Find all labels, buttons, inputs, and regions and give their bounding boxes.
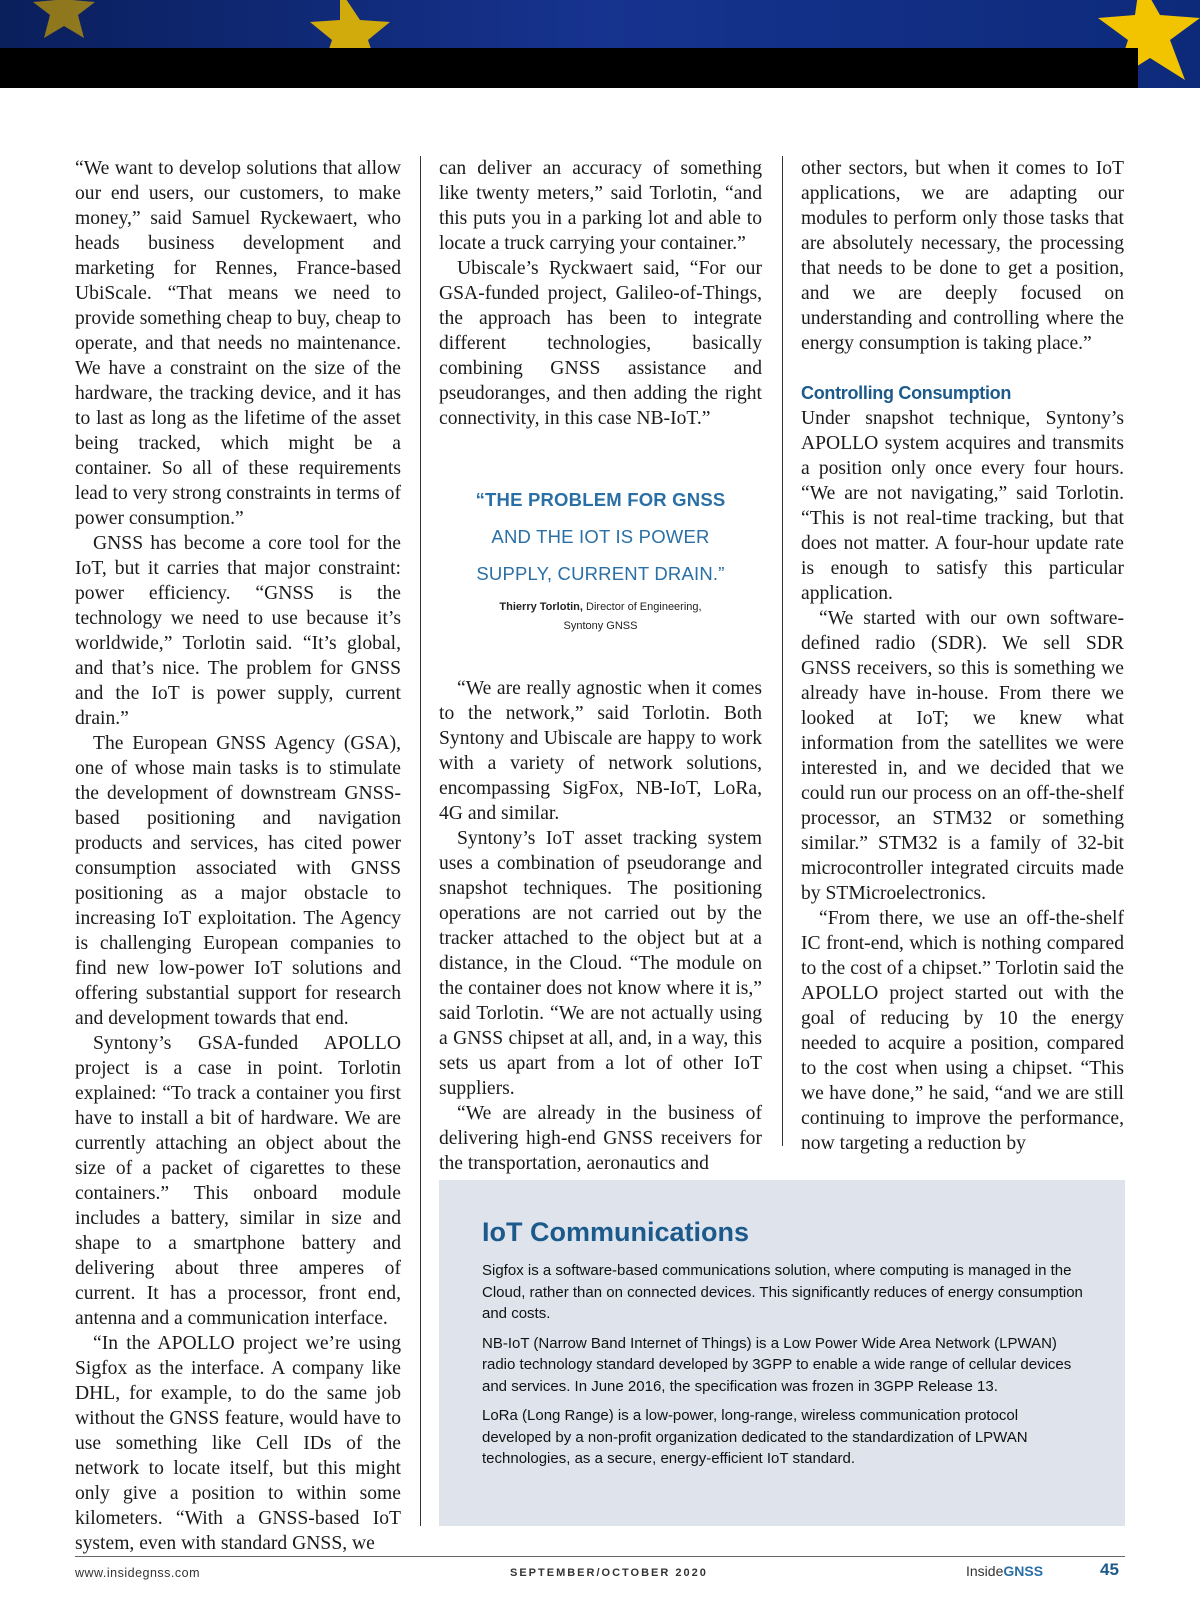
footer-brand-suffix: GNSS	[1003, 1563, 1044, 1579]
attribution-name: Thierry Torlotin,	[499, 601, 583, 613]
column-divider-2	[782, 156, 783, 1146]
footer-url: www.insidegnss.com	[75, 1566, 201, 1580]
col3-paragraph-2: Under snapshot technique, Syntony’s APOLLO system acquires and transmits a position only once every four hours. “We are not navigating,” said Torlotin. “This is not real-time tracking, but that does not matter. A four-hour update rate is enough to satisfy this particular application.	[801, 408, 1124, 604]
footer-rule	[75, 1556, 1125, 1557]
col2-paragraph-1: can deliver an accuracy of something like twenty meters,” said Torlotin, “and this puts you in a parking lot and able to locate a truck carrying your container.”	[439, 158, 762, 254]
col2-paragraph-4: Syntony’s IoT asset tracking system uses a combination of pseudorange and snapshot techniques. The positioning operations are not carried out by the tracker attached to the object but at a distance, in the Cloud. “The module on the container does not know where it is,” said Torlotin. “We are not actually using a GNSS chipset at all, and, in a way, this sets us apart from a lot of other IoT suppliers.	[439, 828, 762, 1099]
section-subhead: Controlling Consumption	[801, 383, 1012, 403]
sidebar-paragraph-sigfox: Sigfox is a software-based communications solution, where computing is managed in the Cloud, rather than on connected devices. This significantly reduces of energy consumption and costs.	[482, 1262, 1083, 1322]
pull-quote-attribution	[439, 598, 762, 636]
pull-quote-line-1: “THE PROBLEM FOR GNSS	[475, 489, 726, 510]
attribution-role: Director of Engineering,	[586, 601, 702, 613]
sidebar-paragraph-lora: LoRa (Long Range) is a low-power, long-range, wireless communication protocol developed by a non-profit organization dedicated to the standardization of LPWAN technologies, as a secure, energy-efficient IoT standard.	[482, 1407, 1028, 1467]
col3-paragraph-1: other sectors, but when it comes to IoT applications, we are adapting our modules to perform only those tasks that are absolutely necessary, the processing that needs to be done to get a position, and we are deeply focused on understanding and controlling where the energy consumption is taking place.”	[801, 158, 1124, 354]
col1-paragraph-1: “We want to develop solutions that allow our end users, our customers, to make money,” said Samuel Ryckewaert, who heads business development and marketing for Rennes, France-based UbiScale. “That means we need to provide something cheap to buy, cheap to operate, and that needs no maintenance. We have a constraint on the size of the hardware, the tracking device, and it has to last as long as the lifetime of the asset being tracked, which might be a container. So all of these requirements lead to very strong constraints in terms of power consumption.”	[75, 158, 401, 529]
sidebar-title: IoT Communications	[482, 1217, 750, 1247]
col2-paragraph-5: “We are already in the business of delivering high-end GNSS receivers for the transportation, aeronautics and	[439, 1103, 762, 1174]
pull-quote-line-3: SUPPLY, CURRENT DRAIN.”	[476, 563, 725, 584]
pull-quote-line-2: AND THE IOT IS POWER	[491, 526, 710, 547]
col1-paragraph-4: Syntony’s GSA-funded APOLLO project is a case in point. Torlotin explained: “To track a container you first have to install a bit of hardware. We are currently attaching an object about the size of a packet of cigarettes to these containers.” This onboard module includes a battery, similar in size and shape to a smartphone battery and delivering about three amperes of current. It has a processor, front end, antenna and a communication interface.	[75, 1033, 401, 1329]
column-2	[439, 156, 762, 1176]
attribution-company: Syntony GNSS	[563, 620, 638, 632]
col1-paragraph-3: The European GNSS Agency (GSA), one of whose main tasks is to stimulate the development of downstream GNSS-based positioning and navigation products and services, has cited power consumption associated with GNSS positioning as a major obstacle to increasing IoT exploitation. The Agency is challenging European companies to find new low-power IoT solutions and offering substantial support for research and development towards that end.	[75, 733, 401, 1029]
column-1	[75, 156, 401, 1556]
col1-paragraph-2: GNSS has become a core tool for the IoT, but it carries that major constraint: power efficiency. “GNSS is the technology we need to use because it’s worldwide,” Torlotin said. “It’s global, and that’s nice. The problem for GNSS and the IoT is power supply, current drain.”	[75, 533, 401, 729]
footer-brand	[966, 1563, 1043, 1579]
col2-paragraph-2: Ubiscale’s Ryckwaert said, “For our GSA-funded project, Galileo-of-Things, the approach has been to integrate different technologies, basically combining GNSS assistance and pseudoranges, and then adding the right connectivity, in this case NB-IoT.”	[439, 258, 762, 429]
page-number: 45	[1100, 1560, 1119, 1579]
footer-issue-date: SEPTEMBER/OCTOBER 2020	[510, 1567, 708, 1579]
col3-paragraph-3: “We started with our own software-defined radio (SDR). We sell SDR GNSS receivers, so this is something we already have in-house. From there we looked at IoT; we knew what information from the satellites we were interested in, and we decided that we could run our process on an off-the-shelf processor, an STM32 or something similar.” STM32 is a family of 32-bit microcontroller integrated circuits made by STMicroelectronics.	[801, 608, 1124, 904]
col2-paragraph-3: “We are really agnostic when it comes to the network,” said Torlotin. Both Syntony and Ubiscale are happy to work with a variety of network solutions, encompassing SigFox, NB-IoT, LoRa, 4G and similar.	[439, 678, 762, 824]
column-3	[801, 156, 1124, 1156]
sidebar-paragraph-nbiot: NB-IoT (Narrow Band Internet of Things) is a Low Power Wide Area Network (LPWAN) radio technology standard developed by 3GPP to enable a wide range of cellular devices and services. In June 2016, the specification was frozen in 3GPP Release 13.	[482, 1334, 1072, 1395]
header-black-band	[0, 48, 1138, 88]
pull-quote	[439, 481, 762, 636]
sidebar-box-iot-communications	[439, 1180, 1125, 1526]
column-divider-1	[420, 156, 421, 1526]
footer-brand-prefix: Inside	[966, 1563, 1004, 1579]
col3-paragraph-4: “From there, we use an off-the-shelf IC front-end, which is nothing compared to the cost of a chipset.” Torlotin said the APOLLO project started out with the goal of reducing by 10 the energy needed to acquire a position, compared to the cost when using a chipset. “This we have done,” he said, “and we are still continuing to improve the performance, now targeting a reduction by	[801, 908, 1124, 1154]
col1-paragraph-5: “In the APOLLO project we’re using Sigfox as the interface. A company like DHL, for example, to do the same job without the GNSS feature, would have to use something like Cell IDs of the network to locate itself, but this might only give a position to within some kilometers. “With a GNSS-based IoT system, even with standard GNSS, we	[75, 1333, 401, 1554]
